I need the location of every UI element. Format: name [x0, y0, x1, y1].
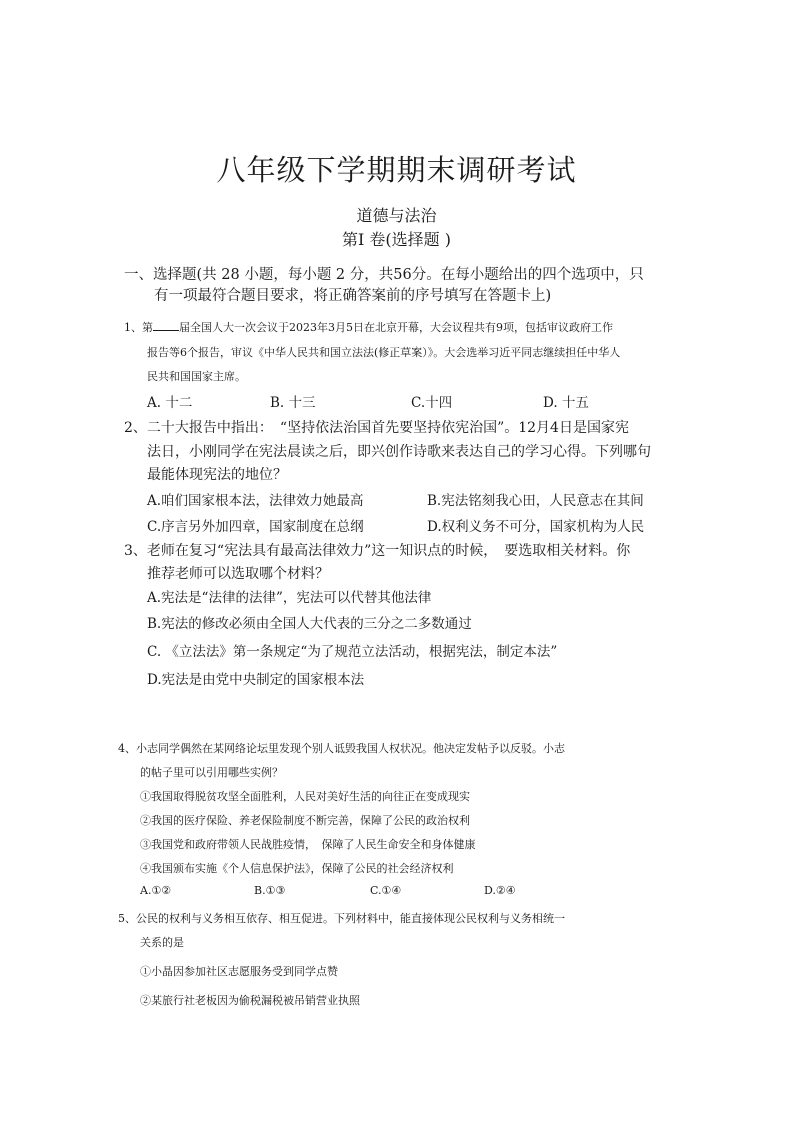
q1-prefix: 1、第: [124, 321, 153, 334]
exam-title: 八年级下学期期末调研考试: [216, 153, 577, 187]
q4-item-4: ④我国颁布实施《个人信息保护法》，保障了公民的社会经济权利: [140, 862, 454, 875]
q4-option-d: D.②④: [484, 884, 516, 897]
q5-stem-line2: 关系的是: [140, 936, 184, 949]
q1-option-b: B. 十三: [270, 395, 316, 411]
q3-option-d: D.宪法是由党中央制定的国家根本法: [147, 672, 365, 688]
q4-option-a: A.①②: [140, 884, 172, 897]
q5-item-1: ①小晶因参加社区志愿服务受到同学点赞: [140, 965, 338, 978]
q2-option-a: A.咱们国家根本法，法律效力她最高: [147, 493, 364, 509]
q4-item-3: ③我国党和政府带领人民战胜疫情， 保障了人民生命安全和身体健康: [140, 838, 476, 851]
q1-option-c: C.十四: [411, 395, 453, 411]
q5-stem-line1: 5、公民的权利与义务相互依存、相互促进。下列材料中，能直接体现公民权利与义务相统一: [118, 912, 565, 925]
q1-stem-line1: [124, 319, 613, 335]
q1-line1-rest: 届全国人大一次会议于2023年3月5日在北京开幕，大会议程共有9项，包括审议政府工作: [179, 321, 613, 334]
q2-stem-line2: 法日，小刚同学在宪法晨读之后，即兴创作诗歌来表达自己的学习心得。下列哪句: [147, 444, 651, 460]
q3-option-a: A.宪法是“法律的法律”，宪法可以代替其他法律: [147, 590, 432, 606]
q1-stem-line3: 民共和国国家主席。: [147, 370, 246, 383]
q3-option-c: C. 《立法法》第一条规定“为了规范立法活动，根据宪法，制定本法”: [147, 644, 558, 660]
q4-stem-line1: 4、小志同学偶然在某网络论坛里发现个别人诋毁我国人权状况。他决定发帖予以反驳。小志: [118, 742, 565, 755]
q1-option-d: D. 十五: [543, 395, 589, 411]
q2-option-d: D.权利义务不可分，国家机构为人民: [427, 519, 645, 535]
q4-stem-line2: 的帖子里可以引用哪些实例？: [140, 766, 283, 779]
subject-name: 道德与法治: [356, 206, 437, 225]
q4-item-1: ①我国取得脱贫攻坚全面胜利，人民对美好生活的向往正在变成现实: [140, 790, 470, 803]
section-instruction-line1: 一、选择题(共 28 小题，每小题 2 分，共56分。在每小题给出的四个选项中，只: [124, 267, 644, 283]
volume-label: 第Ⅰ 卷(选择题 ): [342, 230, 451, 249]
q1-option-a: A. 十二: [147, 395, 193, 411]
q4-option-c: C.①④: [370, 884, 402, 897]
q1-stem-line2: 报告等6个报告，审议《中华人民共和国立法法(修正草案）》。大会选举习近平同志继续担任中华人: [147, 346, 621, 359]
q2-stem-line3: 最能体现宪法的地位？: [147, 467, 287, 483]
q4-item-2: ②我国的医疗保险、养老保险制度不断完善，保障了公民的政治权利: [140, 814, 470, 827]
q3-stem-line2: 推荐老师可以选取哪个材料？: [147, 566, 329, 582]
section-instruction-line2: 有一项最符合题目要求，将正确答案前的序号填写在答题卡上): [154, 288, 552, 304]
q3-stem-line1: 3、老师在复习“宪法具有最高法律效力”这一知识点的时候， 要选取相关材料。你: [124, 543, 631, 559]
q1-blank: [153, 320, 179, 331]
q2-option-b: B.宪法铭刻我心田，人民意志在其间: [427, 493, 644, 509]
q2-option-c: C.序言另外加四章，国家制度在总纲: [147, 519, 364, 535]
q4-option-b: B.①③: [254, 884, 286, 897]
q3-option-b: B.宪法的修改必须由全国人大代表的三分之二多数通过: [147, 616, 472, 632]
q2-stem-line1: 2、二十大报告中指出： “坚持依法治国首先要坚持依宪治国”。12月4日是国家宪: [124, 420, 629, 436]
q5-item-2: ②某旅行社老板因为偷税漏税被吊销营业执照: [140, 994, 360, 1007]
